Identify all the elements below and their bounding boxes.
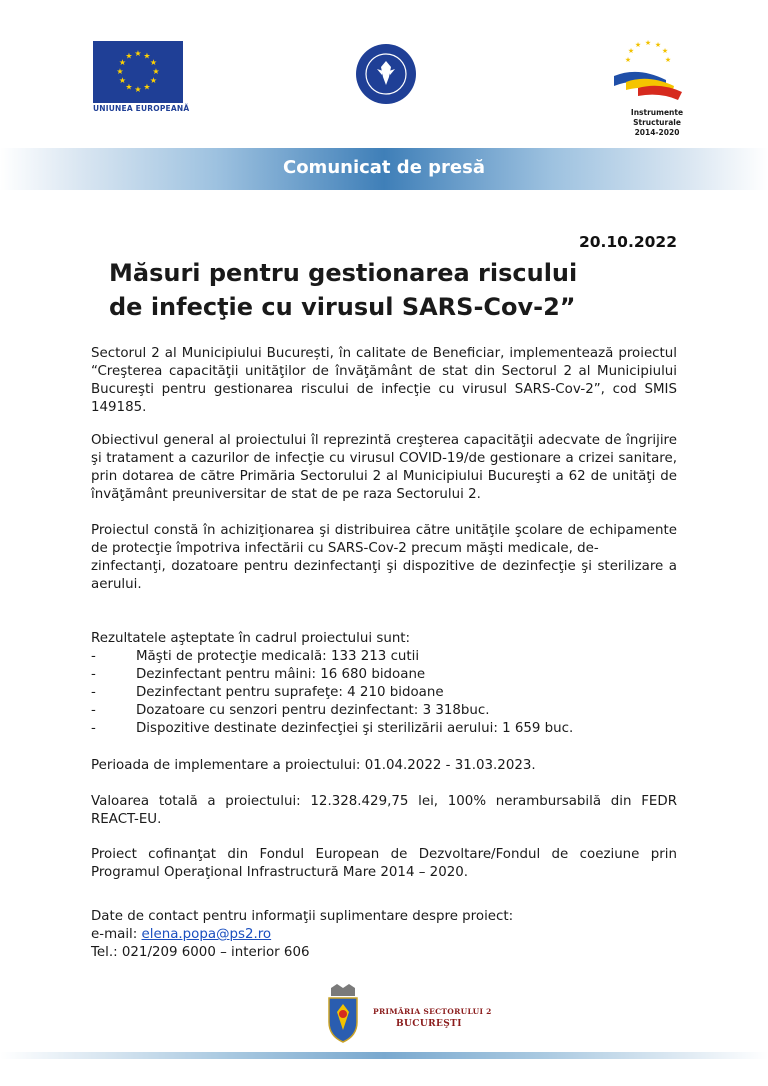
list-dash: - [91, 685, 96, 700]
list-item [91, 702, 677, 720]
contact-intro: Date de contact pentru informaţii suplimentare despre proiect: [91, 909, 514, 924]
list-dash: - [91, 667, 96, 682]
paragraph-value: Valoarea totală a proiectului: 12.328.429,75 lei, 100% nerambursabilă din FEDR REACT-EU. [91, 794, 677, 827]
svg-text:★: ★ [125, 82, 133, 92]
paragraph-beneficiary: Sectorul 2 al Municipiului București, în calitate de Beneficiar, implementează proiectul “Creşterea capacităţii unităţilor de învăţământ de stat din Sectorul 2 al Municipiului Bucureşti pentru gestionarea riscului de infecţie cu virusul SARS-Cov-2”, cod SMIS 149185. [91, 346, 677, 415]
list-item [91, 666, 677, 684]
contact-email-row [91, 926, 677, 944]
sector2-coat-of-arms-icon [325, 984, 361, 1044]
svg-text:★: ★ [143, 51, 151, 61]
is-caption-line2: 2014-2020 [634, 128, 680, 137]
banner-title: Comunicat de presă [282, 157, 485, 178]
svg-text:★: ★ [634, 41, 642, 49]
svg-text:★: ★ [143, 82, 151, 92]
eu-flag-icon [93, 41, 183, 103]
email-label: e-mail: [91, 927, 142, 942]
page-title [109, 256, 669, 324]
results-intro: Rezultatele aşteptate în cadrul proiectului sunt: [91, 631, 411, 646]
svg-text:★: ★ [624, 56, 632, 64]
paragraph-project-line2: zinfectanţi, dozatoare pentru dezinfectanţi şi dispozitive de dezinfecţie şi sterilizare a aerului. [91, 559, 677, 592]
svg-text:★: ★ [125, 51, 133, 61]
list-dash: - [91, 649, 96, 664]
romania-government-seal-icon [355, 43, 417, 105]
list-item-text: Dozatoare cu senzori pentru dezinfectant: 3 318buc. [136, 703, 490, 718]
city-name: BUCUREŞTI [396, 1019, 462, 1029]
svg-text:★: ★ [152, 67, 160, 76]
paragraph-project [91, 522, 677, 594]
svg-text:★: ★ [149, 58, 158, 67]
list-dash: - [91, 721, 96, 736]
title-line-2: de infecţie cu virusul SARS-Cov-2” [109, 293, 576, 321]
contact-section [91, 908, 677, 962]
paragraph-objective: Obiectivul general al proiectului îl reprezintă creşterea capacităţii adecvate de îngrijire şi tratament a cazurilor de infecţie cu virusul COVID-19/de gestionare a crizei sanitare, prin dotarea de către Primăria Sectorului 2 al Municipiului Bucureşti a 62 de unităţi de învăţământ preuniversitar de stat de pe raza Sectorului 2. [91, 433, 677, 502]
list-item-text: Dispozitive destinate dezinfecţiei şi sterilizării aerului: 1 659 buc. [136, 721, 574, 736]
footer-bar [0, 1052, 768, 1059]
paragraph-project-line1: Proiectul constă în achiziţionarea şi distribuirea către unităţile şcolare de echipamente de protecţie împotriva infectării cu SARS-Cov-2 precum măşti medicale, de- [91, 523, 677, 556]
svg-text:★: ★ [134, 85, 142, 94]
structural-instruments-caption [612, 108, 702, 138]
list-item-text: Dezinfectant pentru suprafeţe: 4 210 bidoane [136, 685, 444, 700]
structural-instruments-logo-icon [608, 36, 688, 106]
paragraph-cofinancing: Proiect cofinanţat din Fondul European de Dezvoltare/Fondul de coeziune prin Programul Operaţional Infrastructură Mare 2014 – 2020. [91, 847, 677, 880]
release-date: 20.10.2022 [578, 233, 677, 251]
list-item-text: Dezinfectant pentru mâini: 16 680 bidoane [136, 667, 426, 682]
city-hall-name: PRIMĂRIA SECTORULUI 2 [373, 1007, 492, 1016]
is-caption-line1: Instrumente Structurale [630, 108, 684, 127]
paragraph-period: Perioada de implementare a proiectului: 01.04.2022 - 31.03.2023. [91, 758, 536, 773]
svg-text:★: ★ [627, 47, 635, 55]
contact-phone: Tel.: 021/209 6000 – interior 606 [91, 945, 310, 960]
svg-text:★: ★ [116, 67, 124, 76]
svg-text:★: ★ [654, 41, 662, 49]
svg-text:★: ★ [149, 76, 158, 85]
svg-text:★: ★ [134, 49, 142, 58]
list-item [91, 720, 677, 738]
svg-text:★: ★ [661, 47, 669, 55]
eu-caption: UNIUNEA EUROPEANĂ [93, 104, 190, 113]
svg-text:★: ★ [118, 76, 127, 85]
svg-text:★: ★ [664, 56, 672, 64]
list-item [91, 684, 677, 702]
email-link[interactable]: elena.popa@ps2.ro [141, 927, 272, 942]
list-dash: - [91, 703, 96, 718]
title-line-1: Măsuri pentru gestionarea riscului [109, 259, 578, 287]
svg-text:★: ★ [644, 39, 652, 47]
list-item-text: Măşti de protecţie medicală: 133 213 cutii [136, 649, 420, 664]
list-item [91, 648, 677, 666]
results-section [91, 630, 677, 738]
svg-text:★: ★ [118, 58, 127, 67]
